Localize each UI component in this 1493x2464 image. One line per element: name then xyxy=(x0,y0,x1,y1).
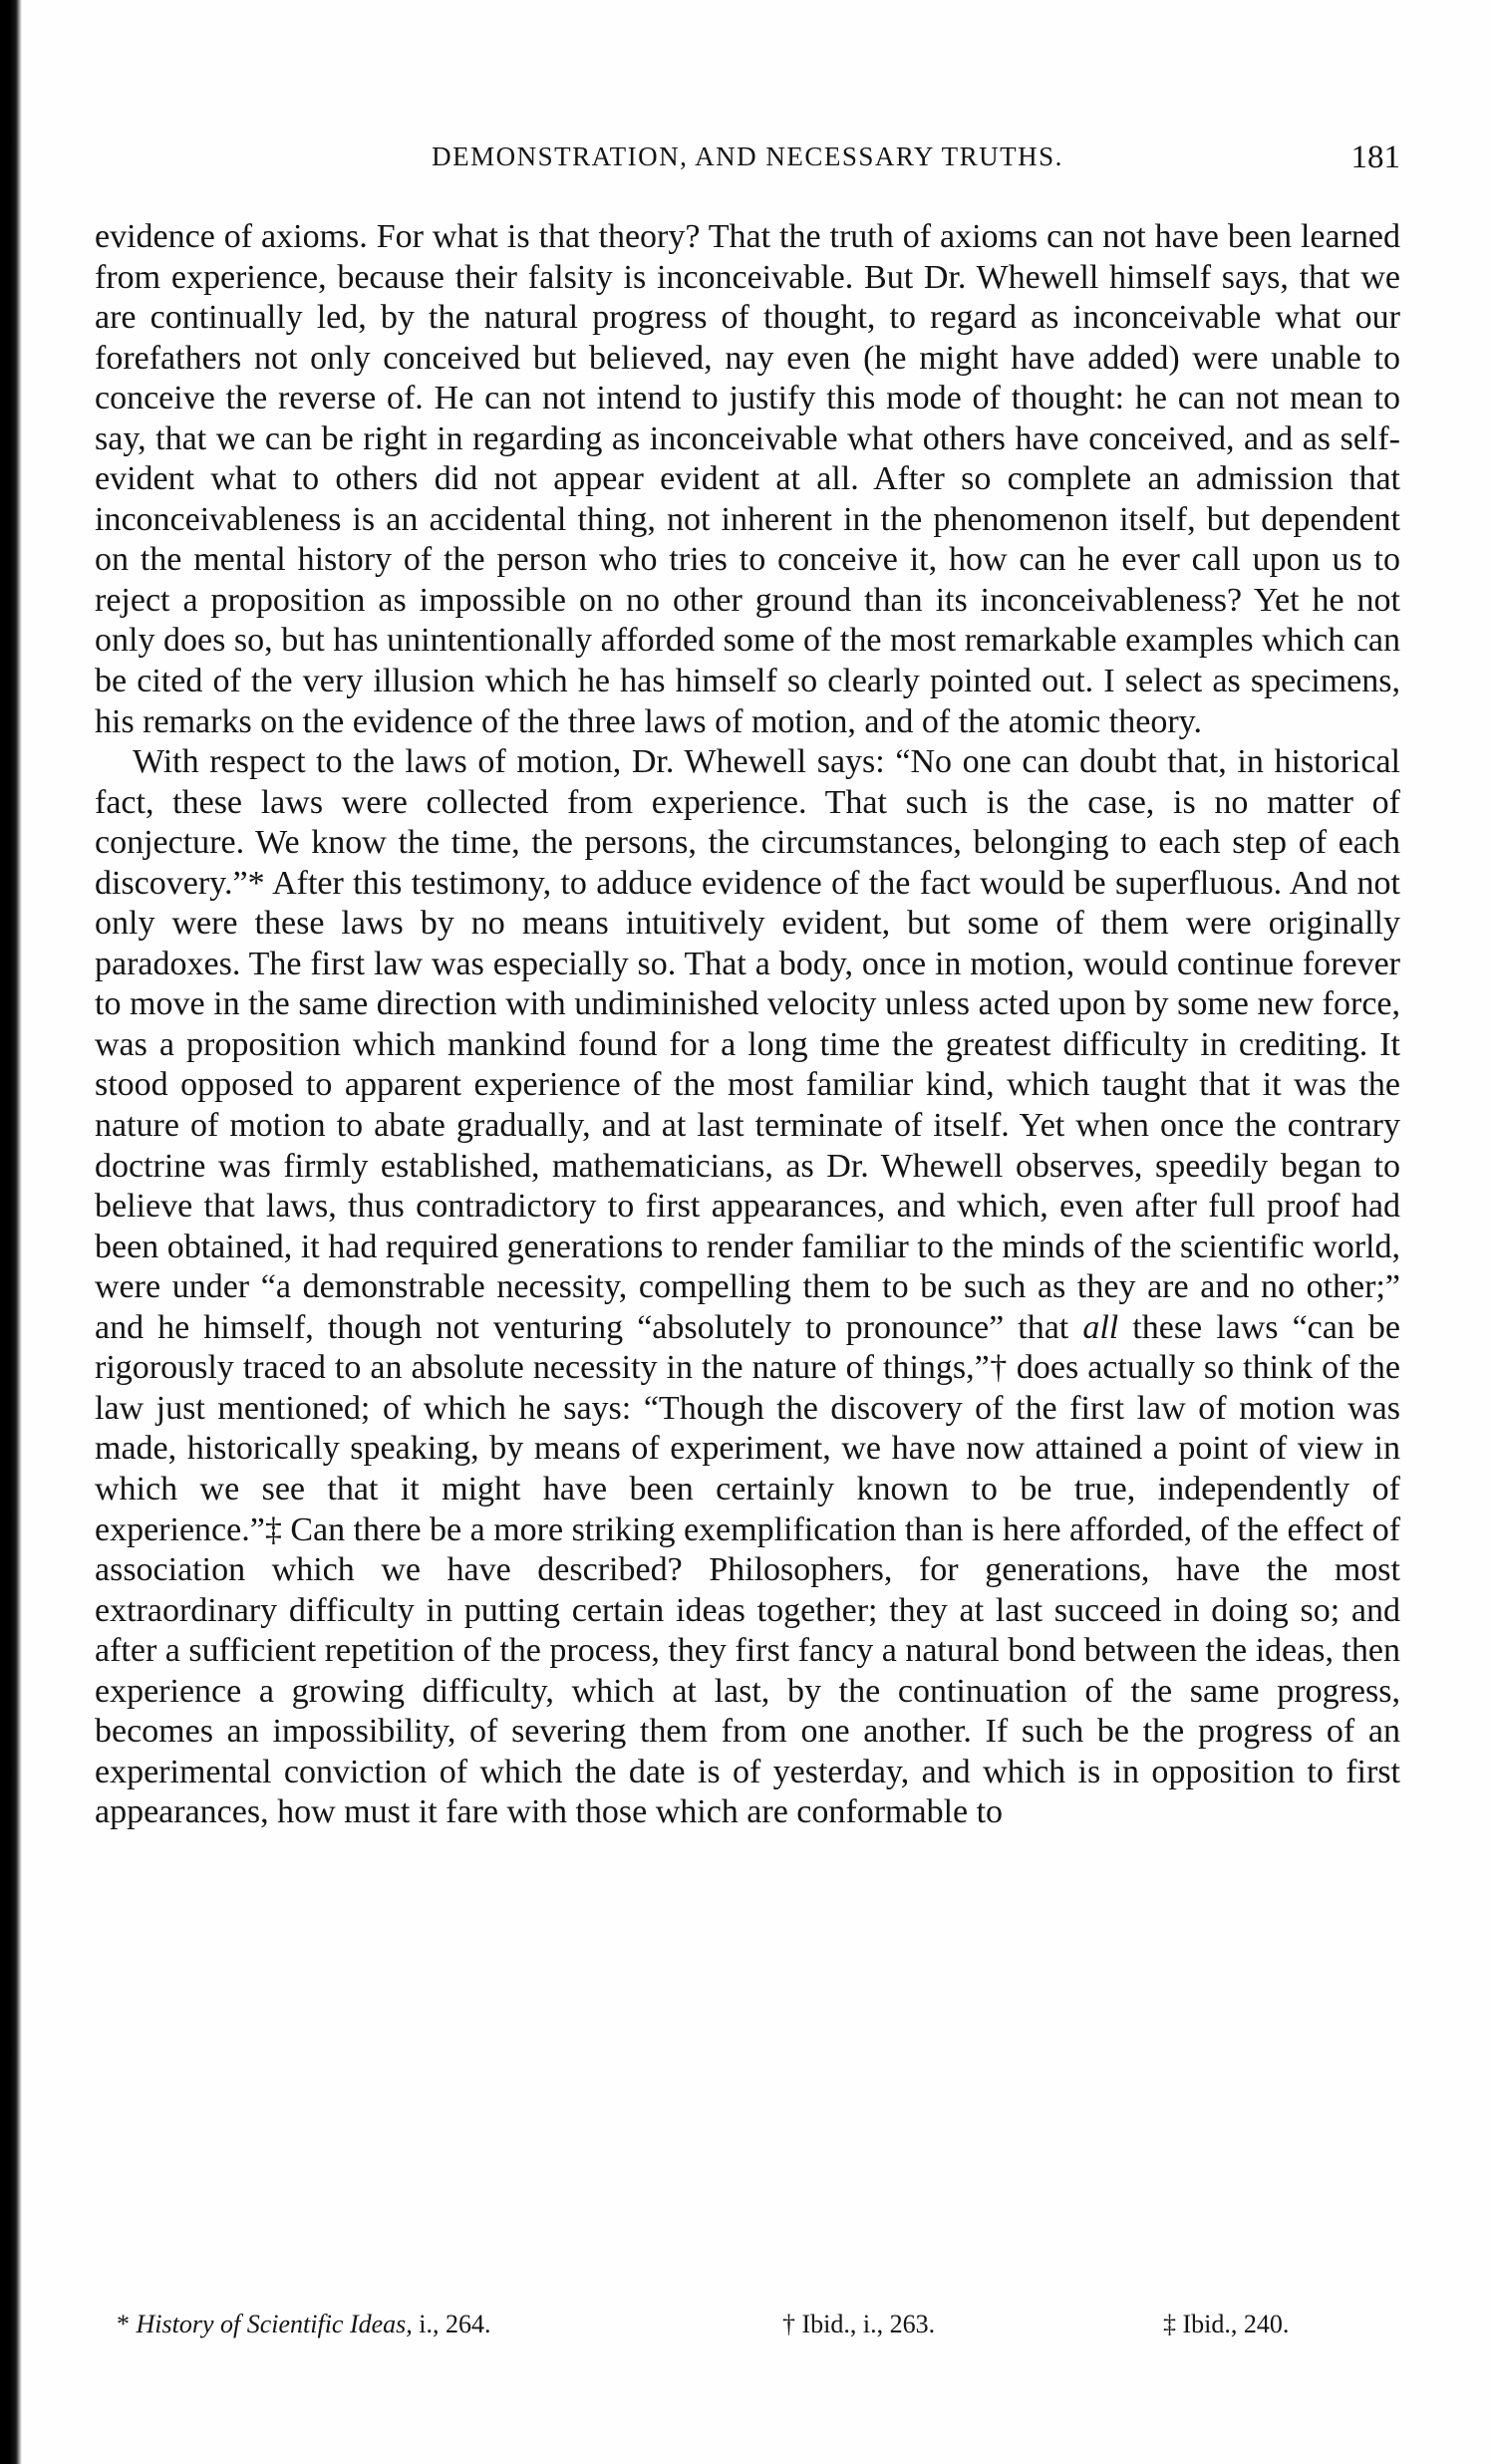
running-head xyxy=(95,141,1400,172)
main-text xyxy=(95,217,1400,1833)
running-head-text: DEMONSTRATION, AND NECESSARY TRUTHS. xyxy=(432,141,1063,171)
page-header xyxy=(95,139,1400,189)
paragraph-text: these laws “can be rigorously traced to an absolute necessity in the nature of things,”† does actually so think of the law just mentioned; of which he says: “Though the discovery of the first law of motion was made, historically speaking, by means of experiment, we have now attained a point of view in which we see that it might have been certainly known to be true, independently of experience.”‡ Can there be a more striking exemplification than is here afforded, of the effect of association which we have described? Philosophers, for generations, have the most extraordinary difficulty in putting certain ideas together; they at last succeed in doing so; and after a sufficient repetition of the process, they first fancy a natural bond between the ideas, then experience a growing difficulty, which at last, by the continuation of the same progress, becomes an impossibility, of severing them from one another. If such be the progress of an experimental conviction of which the date is of yesterday, and which is in opposition to first appearances, how must it fare with those which are conformable to xyxy=(95,1308,1401,1831)
footnote-3: ‡ Ibid., 240. xyxy=(1163,2310,1290,2338)
paragraph-text: With respect to the laws of motion, Dr. Whewell says: “No one can doubt that, in historical fact, these laws were collected from experience. That such is the case, is no matter of conjecture. We know the time, the persons, the circumstances, belonging to each step of each discovery.”* After this testimony, to adduce evidence of the fact would be superfluous. And not only were these laws by no means intuitively evident, but some of them were originally paradoxes. The first law was especially so. That a body, once in motion, would continue forever to move in the same direction with undiminished velocity unless acted upon by some new force, was a proposition which mankind found for a long time the greatest difficulty in crediting. It stood opposed to apparent experience of the most familiar kind, which taught that it was the nature of motion to abate gradually, and at last terminate of itself. Yet when once the contrary doctrine was firmly established, mathematicians, as Dr. Whewell observes, speedily began to believe that laws, thus contradictory to first appearances, and which, even after full proof had been obtained, it had required generations to render familiar to the minds of the scientific world, were under “a demonstrable necessity, compelling them to be such as they are and no other;” and he himself, though not venturing “absolutely to pronounce” that xyxy=(95,743,1400,1346)
footnotes xyxy=(95,2310,1400,2349)
emphasized-word: all xyxy=(1082,1308,1119,1346)
footnote-2: † Ibid., i., 263. xyxy=(782,2310,936,2338)
scan-edge-shadow xyxy=(0,0,22,2464)
page-number: 181 xyxy=(1350,139,1400,175)
paragraph: evidence of axioms. For what is that theory? That the truth of axioms can not have been learned from experience, because their falsity is inconceivable. But Dr. Whewell himself says, that we are continually led, by the natural progress of thought, to regard as inconceivable what our forefathers not only conceived but believed, nay even (he might have added) were unable to conceive the reverse of. He can not intend to justify this mode of thought: he can not mean to say, that we can be right in regarding as inconceivable what others have conceived, and as self-evident what to others did not appear evident at all. After so complete an admission that inconceivableness is an accidental thing, not inherent in the phenomenon itself, but dependent on the mental history of the person who tries to conceive it, how can he ever call upon us to reject a proposition as impossible on no other ground than its inconceivableness? Yet he not only does so, but has unintentionally afforded some of the most remarkable examples which can be cited of the very illusion which he has himself so clearly pointed out. I select as specimens, his remarks on the evidence of the three laws of motion, and of the atomic theory. xyxy=(95,218,1400,740)
footnote-title: History of Scientific Ideas, xyxy=(136,2310,413,2338)
footnote-1 xyxy=(117,2310,491,2339)
footnote-ref: i., 264. xyxy=(412,2310,491,2338)
paragraph xyxy=(95,742,1400,1833)
footnote-mark: * xyxy=(117,2310,137,2338)
